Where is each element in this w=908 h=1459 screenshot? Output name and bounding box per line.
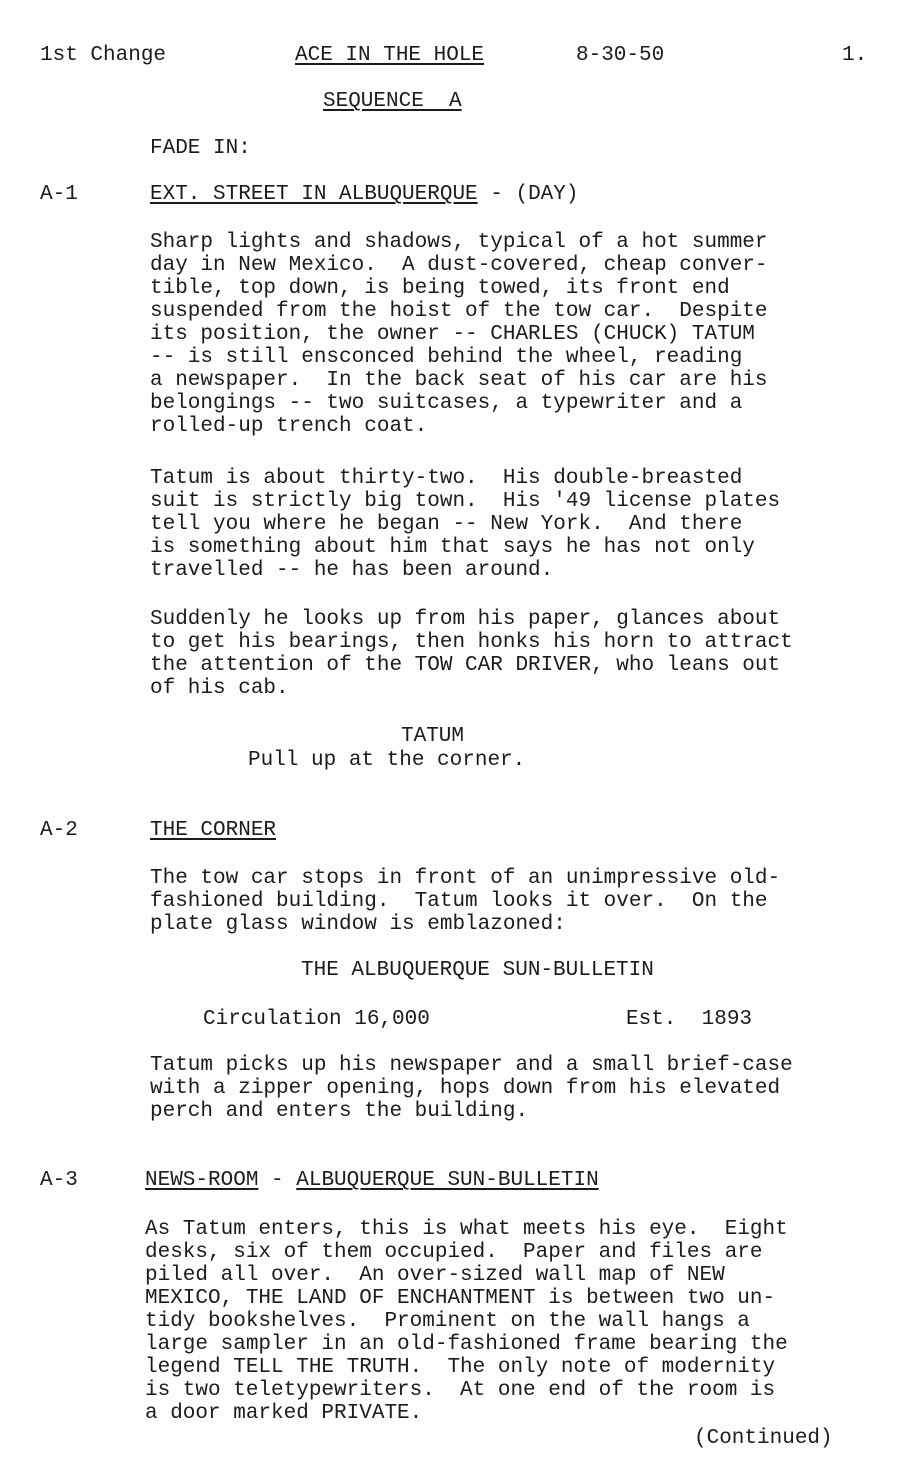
scene-heading-place: ALBUQUERQUE SUN-BULLETIN [296, 1169, 599, 1192]
window-sign-circulation: Circulation 16,000 [203, 1008, 430, 1031]
action-paragraph: Suddenly he looks up from his paper, glances about to get his bearings, then honks his horn to attract the attention of the TOW CAR DRIVER, who leans out of his cab. [150, 608, 793, 700]
scene-heading-location: NEWS-ROOM [145, 1169, 259, 1192]
action-paragraph: As Tatum enters, this is what meets his eye. Eight desks, six of them occupied. Paper and files are piled all over. An over-sized wall map of NEW MEXICO, THE LAND OF ENCHANTMENT is between two un- tidy bookshelves. Prominent on the wall hangs a large sampler in an old-fashioned frame bearing the legend TELL THE TRUTH. The only note of modernity is two teletypewriters. At one end of the room is a door marked PRIVATE. [145, 1218, 788, 1425]
script-title: ACE IN THE HOLE [295, 44, 485, 67]
scene-heading: THE CORNER [150, 819, 277, 842]
scene-heading-separator: - [258, 1169, 297, 1192]
revision-label: 1st Change [40, 44, 167, 67]
action-paragraph: Tatum is about thirty-two. His double-breasted suit is strictly big town. His '49 license plates tell you where he began -- New York. And there is something about him that says he has not only travelled -- he has been around. [150, 467, 781, 582]
dialogue-line: Pull up at the corner. [248, 749, 526, 772]
dialogue-character: TATUM [401, 725, 465, 748]
scene-number: A-3 [40, 1169, 78, 1192]
sequence-heading: SEQUENCE A [323, 90, 462, 113]
scene-heading [150, 183, 578, 206]
scene-number: A-2 [40, 819, 78, 842]
window-sign-established: Est. 1893 [626, 1008, 753, 1031]
window-sign-name: THE ALBUQUERQUE SUN-BULLETIN [301, 959, 654, 982]
scene-heading-location: EXT. STREET IN ALBUQUERQUE [150, 183, 478, 206]
page-number: 1. [842, 44, 868, 67]
transition-fade-in: FADE IN: [150, 137, 251, 160]
action-paragraph: Tatum picks up his newspaper and a small brief-case with a zipper opening, hops down from his elevated perch and enters the building. [150, 1054, 793, 1123]
scene-heading-time: - (DAY) [477, 183, 579, 206]
action-paragraph: The tow car stops in front of an unimpressive old- fashioned building. Tatum looks it over. On the plate glass window is emblazoned: [150, 867, 781, 936]
scene-number: A-1 [40, 183, 78, 206]
action-paragraph: Sharp lights and shadows, typical of a hot summer day in New Mexico. A dust-covered, cheap conver- tible, top down, is being towed, its front end suspended from the hoist of the tow car. Despite its position, the owner -- CHARLES (CHUCK) TATUM -- is still ensconced behind the wheel, reading a newspaper. In the back seat of his car are his belongings -- two suitcases, a typewriter and a rolled-up trench coat. [150, 231, 768, 438]
scene-heading [145, 1169, 599, 1192]
continued-label: (Continued) [694, 1427, 833, 1450]
script-date: 8-30-50 [576, 44, 665, 67]
